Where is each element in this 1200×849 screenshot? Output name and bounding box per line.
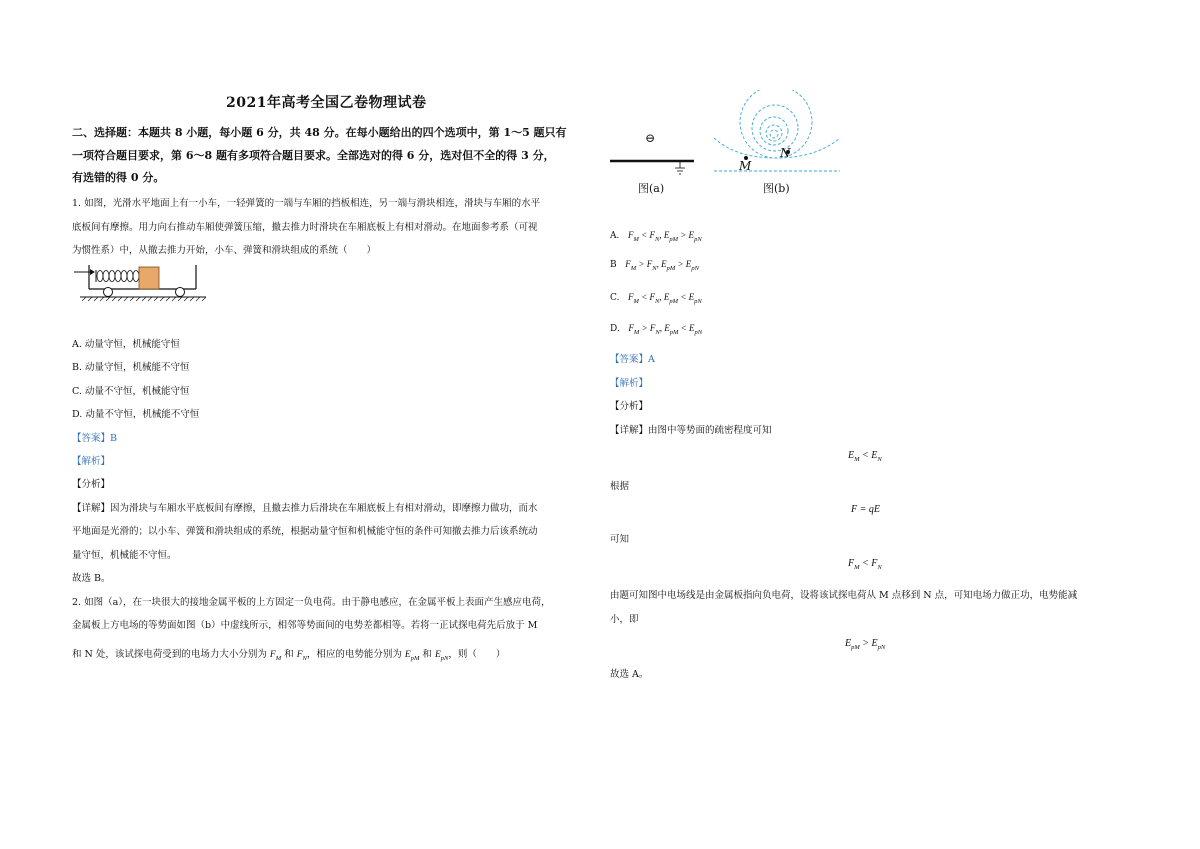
q2-option-c-expr: $F_M < F_N$, $E_{pM} < E_{pN}$ — [628, 292, 702, 305]
q2-stem-part-a: 和 N 处，该试探电荷受到的电场力大小分别为 — [72, 649, 267, 660]
equation-f-qe: F = qE — [851, 504, 880, 515]
q1-answer: 【答案】B — [72, 433, 117, 444]
q2-stem-line-1: 2. 如图（a），在一块很大的接地金属平板的上方固定一负电荷。由于静电感应，在金属平板上表面产生感应电荷， — [72, 597, 551, 608]
q2-kezhi: 可知 — [610, 534, 630, 545]
q1-option-d: D. 动量不守恒，机械能不守恒 — [72, 409, 200, 420]
equation-epm-epn: $E_{pM} > E_{pN}$ — [845, 638, 886, 651]
q2-option-a-expr: $F_M < F_N$, $E_{pM} > E_{pN}$ — [627, 230, 702, 243]
q2-conclusion: 故选 A。 — [610, 669, 649, 680]
q2-option-c-letter: C. — [610, 293, 620, 303]
left-wheel — [104, 288, 113, 297]
symbol-epm: $E_{pM}$ — [404, 650, 420, 662]
point-n-label: N — [780, 146, 791, 160]
q2-option-d-letter: D. — [610, 324, 620, 334]
q1-option-a: A. 动量守恒，机械能守恒 — [72, 339, 180, 350]
equipotential-lines — [714, 90, 840, 171]
q2-option-a-letter: A. — [610, 231, 620, 241]
negative-charge-icon: ⊖ — [645, 131, 656, 145]
q1-cart-figure — [72, 260, 212, 308]
q2-stem-part-b: 和 — [284, 649, 294, 660]
q2-option-c — [610, 292, 702, 305]
q2-option-b — [610, 259, 699, 272]
q1-stem-line-3: 为惯性系）中，从撤去推力开始，小车、弹簧和滑块组成的系统（ ） — [72, 245, 377, 256]
q2-answer: 【答案】A — [610, 354, 655, 365]
q1-detail-line-3: 量守恒，机械能不守恒。 — [72, 550, 177, 561]
q2-genju: 根据 — [610, 481, 630, 492]
q2-figure-a-label: 图(a) — [638, 182, 665, 195]
q1-stem-line-1: 1. 如图，光滑水平地面上有一小车，一轻弹簧的一端与车厢的挡板相连，另一端与滑块相连，滑块与车厢的水平 — [72, 198, 541, 209]
q2-option-d-expr: $F_M > F_N$, $E_{pM} < E_{pN}$ — [628, 323, 703, 336]
q2-fenxi-label: 【分析】 — [610, 401, 649, 412]
q2-option-a — [610, 230, 702, 243]
symbol-epn: $E_{pN}$ — [434, 650, 449, 662]
q2-option-d — [610, 323, 702, 336]
equation-fm-fn: $F_M < F_N$ — [848, 558, 882, 571]
q1-detail-line-1: 【详解】因为滑块与车厢水平底板间有摩擦，且撤去推力后滑块在车厢底板上有相对滑动，即摩擦力做功，而水 — [72, 503, 538, 514]
q1-analysis-label: 【解析】 — [72, 456, 111, 467]
equation-em-en: $E_M < E_N$ — [848, 450, 882, 463]
section-header-line-3: 有选错的得 0 分。 — [72, 171, 165, 184]
q1-stem-line-2: 底板间有摩擦。用力向右推动车厢使弹簧压缩，撤去推力时滑块在车厢底板上有相对滑动。在地面参考系（可视 — [72, 222, 538, 233]
section-header-line-2: 一项符合题目要求，第 6～8 题有多项符合题目要求。全部选对的得 6 分，选对但不全的得 3 分， — [72, 149, 555, 162]
section-header-line-1: 二、选择题：本题共 8 小题，每小题 6 分，共 48 分。在每小题给出的四个选项中，第 1～5 题只有 — [72, 126, 567, 139]
slider-block — [139, 267, 159, 289]
q2-stem-part-c: ，相应的电势能分别为 — [306, 649, 402, 660]
spring — [97, 271, 139, 282]
q2-stem-line-3 — [72, 646, 505, 662]
symbol-fn: $F_N$ — [296, 650, 307, 662]
ground-hatch — [82, 297, 206, 301]
point-m-label: M — [739, 159, 752, 173]
q2-stem-part-e: ，则（ ） — [448, 649, 506, 660]
q2-figure-b — [712, 90, 844, 180]
q2-stem-line-2: 金属板上方电场的等势面如图（b）中虚线所示，相邻等势面间的电势差都相等。若将一正试探电荷先后放于 M — [72, 620, 538, 631]
right-wheel — [176, 288, 185, 297]
q2-figure-b-label: 图(b) — [763, 182, 790, 195]
page-title: 2021年高考全国乙卷物理试卷 — [226, 95, 427, 111]
q1-option-b: B. 动量守恒，机械能不守恒 — [72, 362, 190, 373]
q2-explain-line-1: 由题可知图中电场线是由金属板指向负电荷，设将该试探电荷从 M 点移到 N 点，可知电场力做正功，电势能减 — [610, 590, 1078, 601]
q2-stem-part-d: 和 — [422, 649, 432, 660]
q1-fenxi-label: 【分析】 — [72, 479, 111, 490]
q2-analysis-label: 【解析】 — [610, 378, 649, 389]
q1-conclusion: 故选 B。 — [72, 573, 111, 584]
q1-detail-line-2: 平地面是光滑的；以小车、弹簧和滑块组成的系统，根据动量守恒和机械能守恒的条件可知撤去推力后该系统动 — [72, 526, 538, 537]
q2-option-b-expr: $F_M > F_N$, $E_{pM} > E_{pN}$ — [625, 259, 699, 272]
q2-option-b-letter: B — [610, 260, 617, 270]
q1-option-c: C. 动量不守恒，机械能守恒 — [72, 386, 190, 397]
push-arrow-head — [90, 269, 95, 275]
q2-detail-line: 【详解】由图中等势面的疏密程度可知 — [610, 425, 772, 436]
q2-explain-line-2: 小，即 — [610, 614, 639, 625]
symbol-fm: $F_M$ — [269, 650, 282, 662]
